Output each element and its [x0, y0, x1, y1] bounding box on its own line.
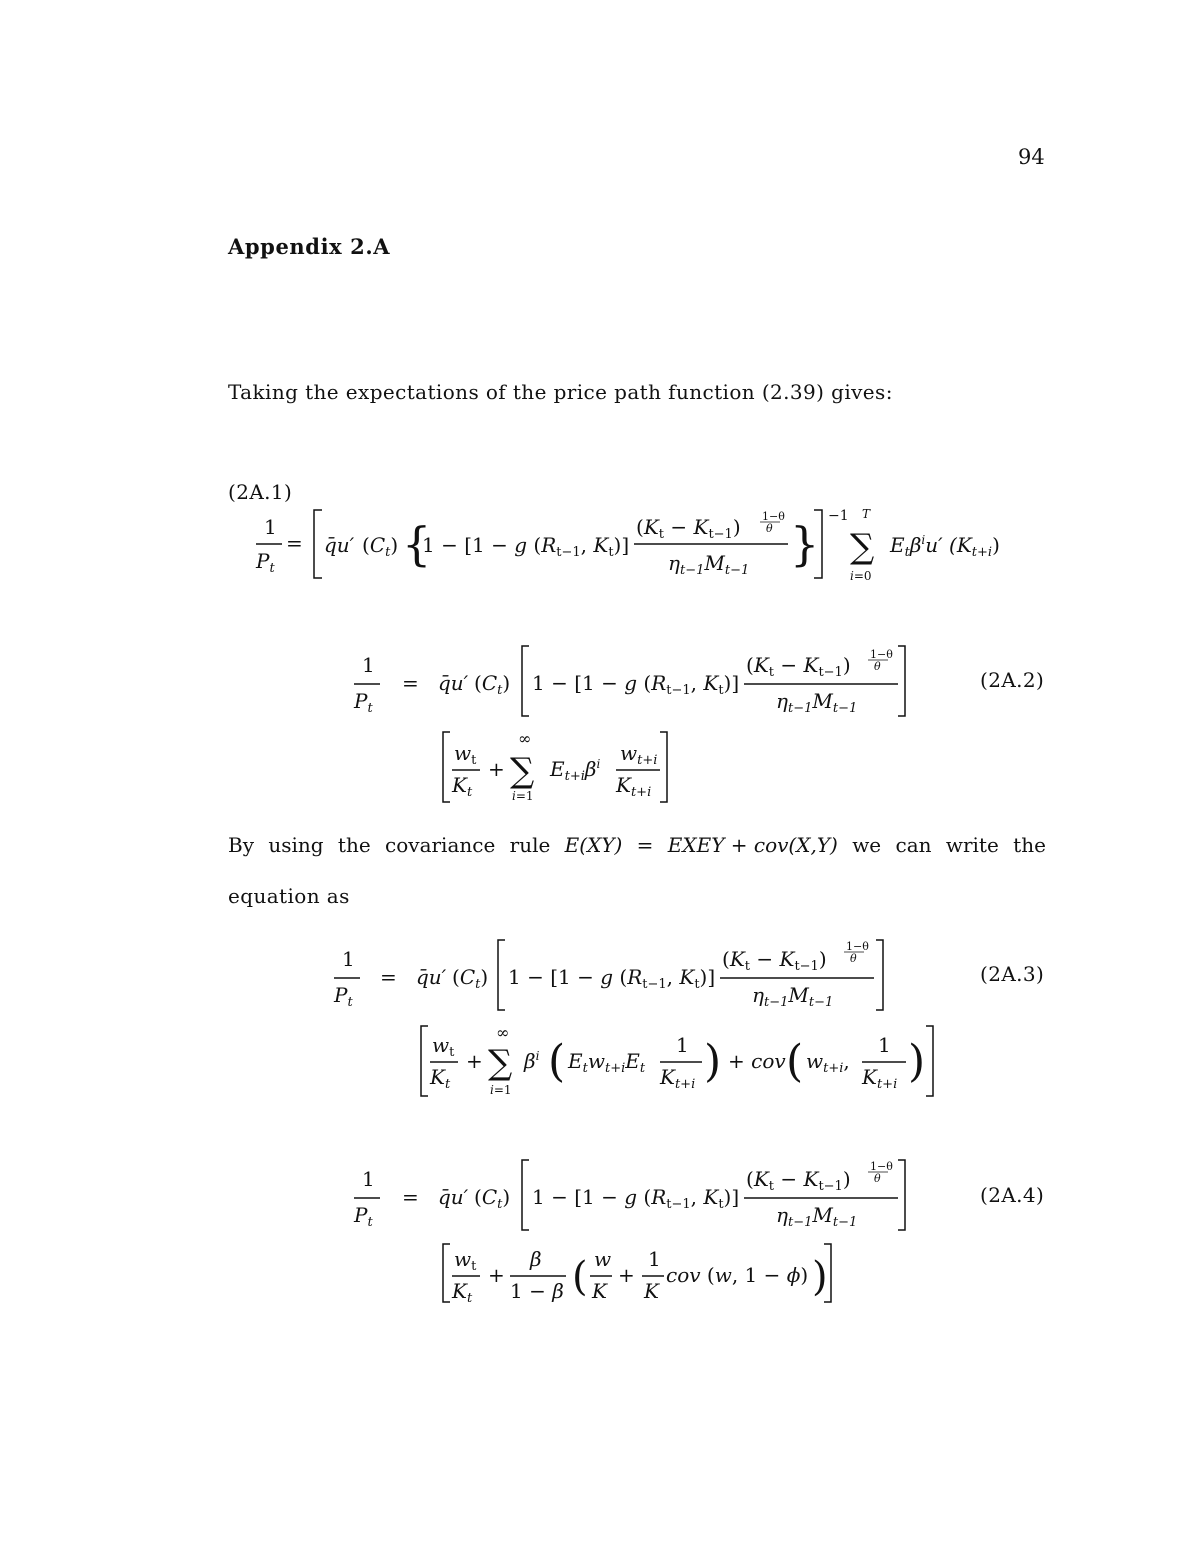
word: the — [337, 833, 371, 857]
svg-text:∞: ∞ — [518, 729, 532, 748]
svg-text:+: + — [466, 1049, 483, 1073]
svg-text:ηt−1Mt−1: $\eta_{t-1}M_{t-1}$ — [752, 983, 834, 1010]
svg-text:wt+i,: $w_{t+i}$, — [806, 1049, 850, 1076]
word: we — [852, 833, 882, 857]
svg-text:∞: ∞ — [496, 1023, 510, 1042]
equation-2a4 — [350, 1154, 970, 1314]
svg-text:βi: $\beta^i$ — [524, 1049, 540, 1073]
svg-text:−1: −1 — [828, 508, 849, 524]
svg-text:Etβiu′ (Kt+i): $E_t\beta^iu'$ $(K_{t+i})$ — [890, 533, 1000, 560]
svg-text:1 − [1 − g (Rt−1, Kt)]: 1 − [1 − g ($R_{t-1}$, $K_t$)] — [532, 671, 740, 698]
svg-text:(Ct): $(C_t)$ — [452, 965, 489, 992]
svg-text:1 − [1 − g (Rt−1, Kt)]: 1 − [1 − g ($R_{t-1}$, $K_t$)] — [508, 965, 716, 992]
svg-text:=: = — [286, 531, 303, 555]
svg-text:1 − [1 − g (Rt−1, Kt)]: 1 − [1 − g ($R_{t-1}$, $K_t$)] — [422, 533, 630, 560]
inline-math: E(XY) — [564, 833, 623, 857]
svg-text:}: } — [790, 517, 820, 571]
svg-text:+: + — [488, 757, 505, 781]
svg-text:{: { — [402, 517, 432, 571]
svg-text:=: = — [402, 1185, 419, 1209]
svg-text:1−θ: 1−θ — [762, 510, 785, 523]
svg-text:cov (w, 1 − ϕ): cov (w, 1 − ϕ) — [666, 1263, 809, 1287]
svg-text:T: T — [862, 507, 871, 521]
paragraph-line-2: equation as — [228, 884, 350, 908]
svg-text:w: w — [594, 1247, 612, 1271]
svg-text:Kt: $K_t$ — [430, 1065, 451, 1092]
word: the — [1013, 833, 1046, 857]
svg-text:wt: $w_t$ — [454, 741, 477, 768]
svg-text:∑: ∑ — [488, 1043, 513, 1083]
svg-text:θ: θ — [874, 660, 881, 673]
svg-text:): ) — [908, 1036, 926, 1087]
svg-text:+: + — [618, 1263, 635, 1287]
svg-text:1: 1 — [264, 515, 277, 539]
svg-text:=: = — [402, 671, 419, 695]
svg-text:ηt−1Mt−1: $\eta_{t-1}M_{t-1}$ — [776, 1203, 858, 1230]
svg-text:Kt: $K_t$ — [452, 773, 473, 800]
svg-text:(Kt − Kt−1): $(K_t - K_{t-1})$ — [636, 515, 741, 542]
svg-text:θ: θ — [874, 1172, 881, 1185]
svg-text:+: + — [488, 1263, 505, 1287]
svg-text:wt+i: $w_{t+i}$ — [620, 741, 658, 768]
svg-text:∑: ∑ — [850, 527, 875, 567]
svg-text:ηt−1Mt−1: $\eta_{t-1}M_{t-1}$ — [668, 551, 750, 578]
svg-text:K: K — [592, 1279, 607, 1303]
svg-text:q̄u′: q̄u′ — [324, 533, 355, 557]
svg-text:1 − β: 1 − β — [510, 1279, 564, 1303]
svg-text:1: 1 — [676, 1033, 689, 1057]
svg-text:wt: $w_t$ — [454, 1247, 477, 1274]
appendix-heading: Appendix 2.A — [228, 234, 391, 259]
intro-sentence: Taking the expectations of the price path function (2.39) gives: — [228, 380, 893, 404]
svg-text:(Ct): $(C_t)$ — [362, 533, 399, 560]
svg-text:Kt+i: $K_{t+i}$ — [616, 773, 652, 800]
svg-text:1: 1 — [648, 1247, 661, 1271]
svg-text:1: 1 — [362, 1167, 375, 1191]
svg-text:Kt: $K_t$ — [452, 1279, 473, 1306]
svg-text:): ) — [704, 1036, 722, 1087]
svg-text:(Ct): $(C_t)$ — [474, 671, 511, 698]
word: write — [945, 833, 999, 857]
equation-2a2 — [350, 640, 970, 810]
svg-text:(Ct): $(C_t)$ — [474, 1185, 511, 1212]
svg-text:1−θ: 1−θ — [870, 648, 893, 661]
svg-text:1: 1 — [878, 1033, 891, 1057]
svg-text:Kt+i: $K_{t+i}$ — [660, 1065, 696, 1092]
svg-text:i=0: i=0 — [850, 569, 872, 583]
svg-text:(: ( — [548, 1036, 566, 1087]
svg-text:Kt+i: $K_{t+i}$ — [862, 1065, 898, 1092]
equation-2a1 — [250, 500, 1070, 590]
svg-text:Pt: $P_t$ — [354, 689, 373, 716]
inline-math: = — [636, 833, 654, 857]
svg-text:1−θ: 1−θ — [846, 940, 869, 953]
svg-text:(: ( — [572, 1254, 588, 1300]
svg-text:θ: θ — [766, 522, 773, 535]
svg-text:Et+iβi: $E_{t+i}\beta^i$ — [550, 757, 601, 784]
svg-text:i=1: i=1 — [490, 1083, 512, 1097]
inline-math: EXEY + cov(X,Y) — [667, 833, 838, 857]
svg-text:θ: θ — [850, 952, 857, 965]
svg-text:(Kt − Kt−1): $(K_t - K_{t-1})$ — [722, 947, 827, 974]
equation-tag-2a2: (2A.2) — [980, 668, 1045, 692]
svg-text:i=1: i=1 — [512, 789, 534, 803]
page-number: 94 — [1018, 145, 1045, 169]
equation-tag-2a4: (2A.4) — [980, 1183, 1045, 1207]
svg-text:Pt: $P_t$ — [256, 549, 275, 576]
svg-text:(: ( — [786, 1036, 804, 1087]
svg-text:Pt: $P_t$ — [334, 983, 353, 1010]
svg-text:wt: $w_t$ — [432, 1033, 455, 1060]
svg-text:∑: ∑ — [510, 751, 535, 791]
word: covariance — [385, 833, 496, 857]
equation-tag-2a3: (2A.3) — [980, 962, 1045, 986]
svg-text:=: = — [380, 965, 397, 989]
svg-text:(Kt − Kt−1): $(K_t - K_{t-1})$ — [746, 653, 851, 680]
svg-text:q̄u′: q̄u′ — [438, 671, 469, 695]
svg-text:ηt−1Mt−1: $\eta_{t-1}M_{t-1}$ — [776, 689, 858, 716]
svg-text:Pt: $P_t$ — [354, 1203, 373, 1230]
svg-text:β: β — [530, 1247, 542, 1271]
word: can — [895, 833, 932, 857]
svg-text:+ cov: + cov — [728, 1049, 786, 1073]
equation-label-2a1: (2A.1) — [228, 480, 293, 504]
word: using — [268, 833, 324, 857]
svg-text:q̄u′: q̄u′ — [416, 965, 447, 989]
svg-text:): ) — [812, 1254, 828, 1300]
svg-text:(Kt − Kt−1): $(K_t - K_{t-1})$ — [746, 1167, 851, 1194]
svg-text:1−θ: 1−θ — [870, 1160, 893, 1173]
svg-text:K: K — [644, 1279, 659, 1303]
equation-2a3 — [330, 934, 970, 1104]
svg-text:Etwt+iEt: $E_tw_{t+i}E_t$ — [568, 1049, 646, 1076]
svg-text:1: 1 — [342, 947, 355, 971]
svg-text:1 − [1 − g (Rt−1, Kt)]: 1 − [1 − g ($R_{t-1}$, $K_t$)] — [532, 1185, 740, 1212]
word: By — [228, 833, 254, 857]
word: rule — [509, 833, 551, 857]
svg-text:1: 1 — [362, 653, 375, 677]
svg-text:q̄u′: q̄u′ — [438, 1185, 469, 1209]
paragraph-line-1 — [228, 833, 1046, 857]
